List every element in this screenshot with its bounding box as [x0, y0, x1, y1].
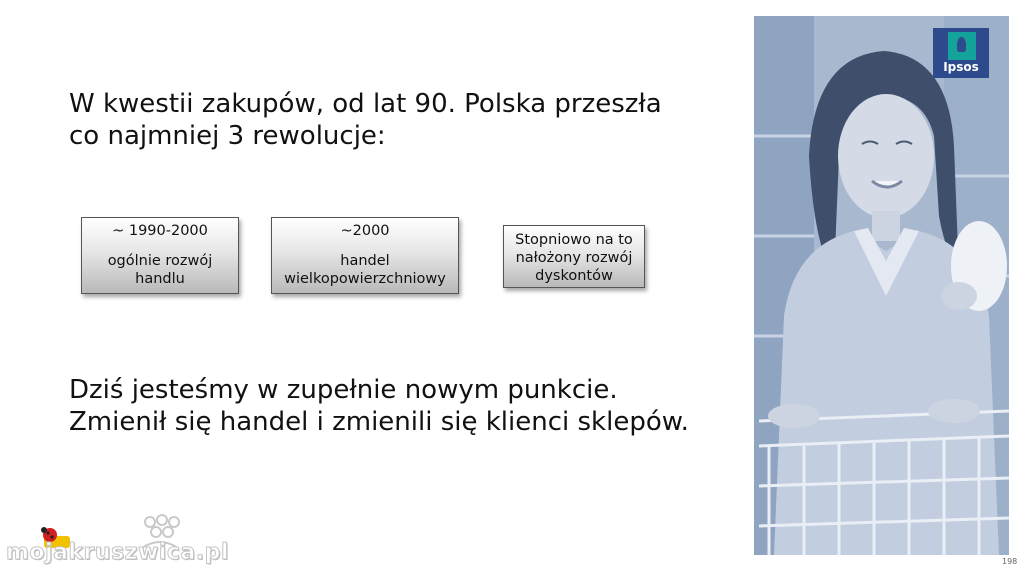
revolution-box-1-desc: ogólnie rozwój handlu	[107, 253, 213, 287]
revolution-box-1	[81, 217, 239, 294]
ipsos-logo-mark-icon	[948, 32, 976, 60]
revolution-box-3-line-2: nałożony rozwój	[515, 250, 633, 266]
revolution-box-3-line-1: Stopniowo na to	[515, 232, 633, 248]
slide-body-line-1: Dziś jesteśmy w zupełnie nowym punkcie.	[69, 375, 618, 405]
slide-title-line-1: W kwestii zakupów, od lat 90. Polska przeszła	[69, 89, 662, 119]
ipsos-logo	[933, 28, 989, 78]
watermark-text: mojakruszwica.pl	[6, 540, 229, 565]
revolution-box-3	[503, 225, 645, 288]
revolution-box-2	[271, 217, 459, 294]
page-number: 198	[1002, 557, 1018, 566]
revolution-box-3-line-3: dyskontów	[535, 268, 613, 284]
woman-shopping-cart-photo	[754, 16, 1009, 555]
revolution-box-1-date: ~ 1990-2000	[112, 223, 208, 239]
slide-body-line-2: Zmienił się handel i zmienili się klienci sklepów.	[69, 407, 689, 437]
ipsos-logo-text: Ipsos	[943, 60, 979, 74]
revolution-box-2-desc: handel wielkopowierzchniowy	[284, 253, 446, 287]
slide-title-line-2: co najmniej 3 rewolucje:	[69, 121, 386, 151]
photo-illustration	[754, 16, 1009, 555]
slide-title	[69, 88, 729, 152]
slide-body-text	[69, 374, 749, 438]
revolution-box-2-date: ~2000	[340, 223, 390, 239]
